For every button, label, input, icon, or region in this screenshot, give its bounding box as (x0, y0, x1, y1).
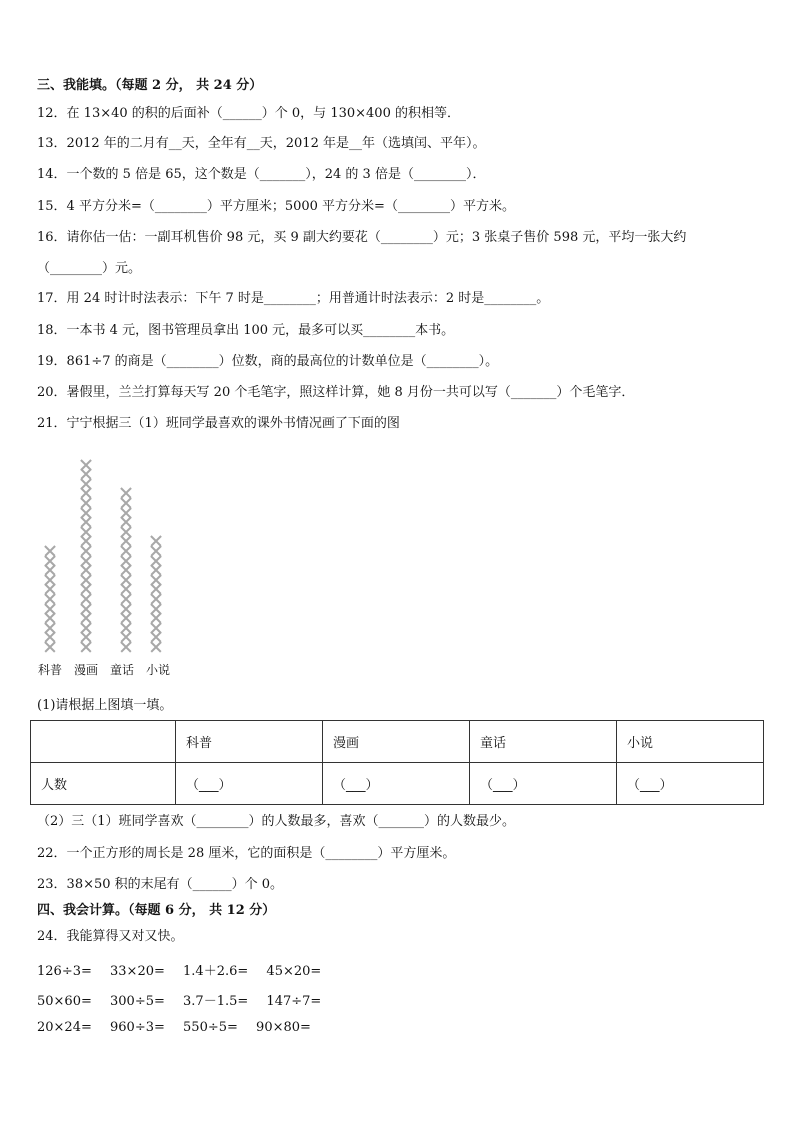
calc-row (37, 990, 335, 1009)
calc-item: 300÷5= (110, 994, 165, 1009)
category-label: 小说 (146, 663, 171, 677)
question-24: 24．我能算得又对又快。 (37, 929, 184, 944)
answer-blank[interactable]: （___） (176, 763, 323, 805)
calc-item: 126÷3= (37, 964, 92, 979)
calc-item: 45×20= (266, 964, 322, 979)
category-label: 童话 (110, 663, 135, 677)
table-header-cell: 漫画 (323, 721, 470, 763)
answer-blank[interactable]: （___） (323, 763, 470, 805)
pictograph-mark (120, 487, 132, 499)
calc-item: 3.7－1.5= (183, 994, 249, 1009)
calc-item: 50×60= (37, 994, 92, 1009)
question-20: 20．暑假里，兰兰打算每天写 20 个毛笔字，照这样计算，她 8 月份一共可以写（_______）个毛笔字． (37, 385, 635, 400)
row-label: 人数 (31, 763, 176, 805)
section-4-title: 四、我会计算。（每题 6 分， 共 12 分） (37, 903, 276, 918)
question-19: 19．861÷7 的商是（________）位数，商的最高位的计数单位是（________）。 (37, 354, 499, 369)
question-23: 23．38×50 积的末尾有（______）个 0。 (37, 877, 284, 892)
question-14: 14．一个数的 5 倍是 65，这个数是（_______），24 的 3 倍是（________）． (37, 167, 486, 182)
calc-item: 960÷3= (110, 1020, 165, 1035)
table-header-row (31, 721, 764, 763)
calc-item: 147÷7= (266, 994, 322, 1009)
question-21-part-2: （2）三（1）班同学喜欢（________）的人数最多，喜欢（_______）的人数最少。 (37, 814, 516, 829)
question-16-line-1: 16．请你估一估：一副耳机售价 98 元，买 9 副大约要花（________）元；3 张桌子售价 598 元，平均一张大约 (37, 230, 687, 245)
question-21: 21．宁宁根据三（1）班同学最喜欢的课外书情况画了下面的图 (37, 416, 400, 431)
answer-blank[interactable]: （___） (470, 763, 617, 805)
question-13: 13．2012 年的二月有__天，全年有__天，2012 年是__年（选填闰、平年）。 (37, 136, 486, 151)
question-17: 17．用 24 时计时法表示：下午 7 时是________；用普通计时法表示：2 时是________。 (37, 291, 550, 306)
tally-table (30, 720, 764, 805)
question-22: 22．一个正方形的周长是 28 厘米，它的面积是（________）平方厘米。 (37, 846, 456, 861)
question-21-part-1: (1)请根据上图填一填。 (37, 698, 173, 713)
calc-item: 1.4＋2.6= (183, 964, 249, 979)
question-16-line-2: （________）元。 (37, 261, 142, 276)
pictograph-mark (44, 545, 56, 557)
table-header-cell: 童话 (470, 721, 617, 763)
category-label: 科普 (38, 663, 63, 677)
question-18: 18．一本书 4 元，图书管理员拿出 100 元，最多可以买________本书。 (37, 323, 455, 338)
section-3-title: 三、我能填。（每题 2 分， 共 24 分） (37, 78, 263, 93)
table-row (31, 763, 764, 805)
table-header-cell: 科普 (176, 721, 323, 763)
calc-row (37, 1020, 325, 1035)
answer-blank[interactable]: （___） (617, 763, 764, 805)
table-header-cell (31, 721, 176, 763)
pictograph-chart (30, 445, 230, 695)
category-label: 漫画 (74, 663, 99, 677)
table-header-cell: 小说 (617, 721, 764, 763)
pictograph-mark (150, 535, 162, 547)
calc-item: 20×24= (37, 1020, 92, 1035)
question-15: 15．4 平方分米=（________）平方厘米；5000 平方分米=（________）平方米。 (37, 199, 515, 214)
calc-row (37, 960, 335, 979)
calc-item: 33×20= (110, 964, 165, 979)
pictograph-mark (80, 459, 92, 471)
calc-item: 550÷5= (183, 1020, 238, 1035)
question-12: 12．在 13×40 的积的后面补（______）个 0，与 130×400 的积相等． (37, 106, 460, 121)
calc-item: 90×80= (256, 1020, 311, 1035)
